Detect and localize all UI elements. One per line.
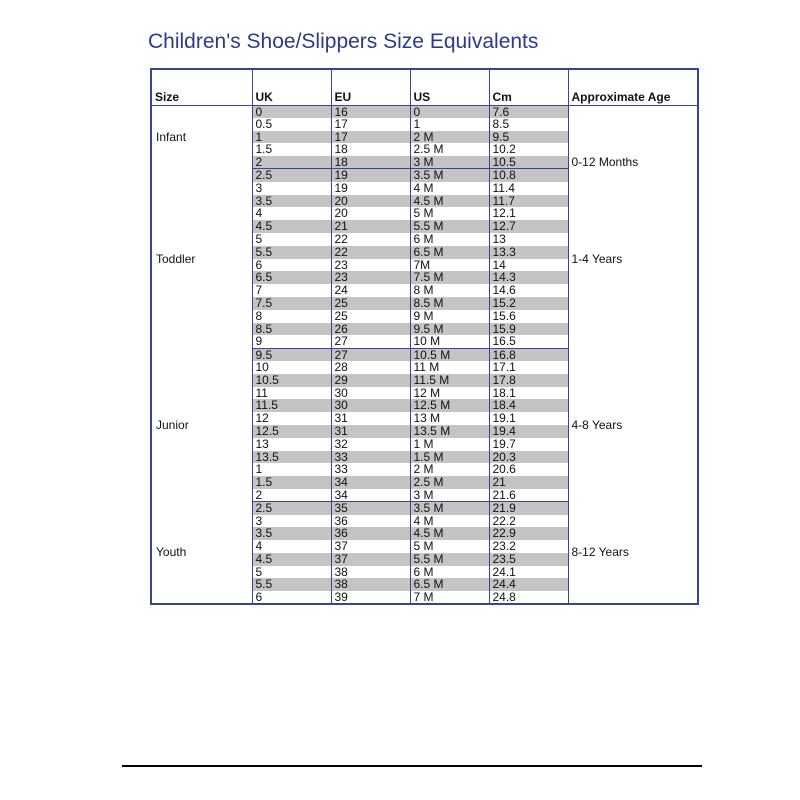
eu-cell: 31 (331, 412, 410, 425)
us-cell: 6 M (410, 566, 489, 579)
table-row (151, 348, 698, 361)
uk-cell: 10.5 (252, 374, 331, 387)
cm-cell: 15.2 (489, 297, 568, 310)
header-size: Size (151, 69, 252, 105)
uk-cell: 1.5 (252, 143, 331, 156)
cm-cell: 20.6 (489, 463, 568, 476)
eu-cell: 31 (331, 425, 410, 438)
header-uk: UK (252, 69, 331, 105)
uk-cell: 6.5 (252, 271, 331, 284)
eu-cell: 33 (331, 451, 410, 464)
uk-cell: 9 (252, 335, 331, 348)
eu-cell: 20 (331, 195, 410, 208)
header-eu: EU (331, 69, 410, 105)
eu-cell: 23 (331, 271, 410, 284)
uk-cell: 8 (252, 310, 331, 323)
eu-cell: 30 (331, 387, 410, 400)
header-cm: Cm (489, 69, 568, 105)
cm-cell: 20.3 (489, 451, 568, 464)
uk-cell: 6 (252, 259, 331, 272)
uk-cell: 3.5 (252, 195, 331, 208)
eu-cell: 23 (331, 259, 410, 272)
page-title: Children's Shoe/Slippers Size Equivalents (148, 30, 539, 53)
cm-cell: 7.6 (489, 105, 568, 118)
us-cell: 2.5 M (410, 143, 489, 156)
uk-cell: 5.5 (252, 246, 331, 259)
uk-cell: 3 (252, 515, 331, 528)
cm-cell: 21.9 (489, 502, 568, 515)
us-cell: 2.5 M (410, 476, 489, 489)
uk-cell: 4.5 (252, 220, 331, 233)
cm-cell: 9.5 (489, 131, 568, 144)
uk-cell: 4.5 (252, 553, 331, 566)
size-group-label: Junior (151, 348, 252, 502)
cm-cell: 16.5 (489, 335, 568, 348)
uk-cell: 12 (252, 412, 331, 425)
us-cell: 7 M (410, 591, 489, 604)
eu-cell: 16 (331, 105, 410, 118)
header-us: US (410, 69, 489, 105)
eu-cell: 25 (331, 310, 410, 323)
uk-cell: 1 (252, 463, 331, 476)
us-cell: 7M (410, 259, 489, 272)
eu-cell: 28 (331, 361, 410, 374)
cm-cell: 18.4 (489, 399, 568, 412)
uk-cell: 1 (252, 131, 331, 144)
us-cell: 10 M (410, 335, 489, 348)
uk-cell: 3 (252, 182, 331, 195)
us-cell: 1 M (410, 438, 489, 451)
us-cell: 6 M (410, 233, 489, 246)
cm-cell: 23.2 (489, 540, 568, 553)
eu-cell: 33 (331, 463, 410, 476)
eu-cell: 39 (331, 591, 410, 604)
uk-cell: 4 (252, 207, 331, 220)
cm-cell: 10.5 (489, 156, 568, 169)
us-cell: 9.5 M (410, 323, 489, 336)
uk-cell: 2 (252, 489, 331, 502)
size-table-body (151, 69, 698, 604)
us-cell: 13 M (410, 412, 489, 425)
cm-cell: 13.3 (489, 246, 568, 259)
approximate-age-cell: 4-8 Years (568, 348, 698, 502)
us-cell: 10.5 M (410, 348, 489, 361)
bottom-rule (122, 765, 702, 767)
us-cell: 13.5 M (410, 425, 489, 438)
us-cell: 8.5 M (410, 297, 489, 310)
cm-cell: 21.6 (489, 489, 568, 502)
us-cell: 8 M (410, 284, 489, 297)
eu-cell: 27 (331, 335, 410, 348)
cm-cell: 24.1 (489, 566, 568, 579)
cm-cell: 15.9 (489, 323, 568, 336)
eu-cell: 22 (331, 233, 410, 246)
eu-cell: 36 (331, 515, 410, 528)
cm-cell: 14.3 (489, 271, 568, 284)
cm-cell: 14.6 (489, 284, 568, 297)
us-cell: 1 (410, 118, 489, 131)
eu-cell: 25 (331, 297, 410, 310)
uk-cell: 7.5 (252, 297, 331, 310)
uk-cell: 8.5 (252, 323, 331, 336)
size-group-label: Infant (151, 105, 252, 169)
cm-cell: 19.7 (489, 438, 568, 451)
uk-cell: 11 (252, 387, 331, 400)
uk-cell: 2.5 (252, 502, 331, 515)
us-cell: 2 M (410, 463, 489, 476)
us-cell: 3.5 M (410, 169, 489, 182)
us-cell: 5 M (410, 540, 489, 553)
us-cell: 3 M (410, 156, 489, 169)
eu-cell: 37 (331, 540, 410, 553)
us-cell: 5.5 M (410, 553, 489, 566)
us-cell: 4.5 M (410, 195, 489, 208)
eu-cell: 18 (331, 156, 410, 169)
uk-cell: 12.5 (252, 425, 331, 438)
cm-cell: 23.5 (489, 553, 568, 566)
us-cell: 5 M (410, 207, 489, 220)
eu-cell: 37 (331, 553, 410, 566)
us-cell: 12.5 M (410, 399, 489, 412)
us-cell: 3 M (410, 489, 489, 502)
table-row (151, 105, 698, 118)
uk-cell: 1.5 (252, 476, 331, 489)
cm-cell: 21 (489, 476, 568, 489)
uk-cell: 6 (252, 591, 331, 604)
uk-cell: 7 (252, 284, 331, 297)
uk-cell: 5 (252, 233, 331, 246)
eu-cell: 17 (331, 118, 410, 131)
us-cell: 7.5 M (410, 271, 489, 284)
eu-cell: 30 (331, 399, 410, 412)
eu-cell: 26 (331, 323, 410, 336)
cm-cell: 15.6 (489, 310, 568, 323)
eu-cell: 34 (331, 476, 410, 489)
cm-cell: 13 (489, 233, 568, 246)
eu-cell: 38 (331, 566, 410, 579)
uk-cell: 13 (252, 438, 331, 451)
us-cell: 4 M (410, 182, 489, 195)
us-cell: 1.5 M (410, 451, 489, 464)
uk-cell: 9.5 (252, 348, 331, 361)
uk-cell: 0.5 (252, 118, 331, 131)
us-cell: 0 (410, 105, 489, 118)
us-cell: 11 M (410, 361, 489, 374)
eu-cell: 21 (331, 220, 410, 233)
us-cell: 6.5 M (410, 578, 489, 591)
table-row (151, 169, 698, 182)
us-cell: 9 M (410, 310, 489, 323)
cm-cell: 11.4 (489, 182, 568, 195)
size-group-label: Youth (151, 502, 252, 605)
us-cell: 4 M (410, 515, 489, 528)
uk-cell: 5.5 (252, 578, 331, 591)
cm-cell: 17.8 (489, 374, 568, 387)
us-cell: 12 M (410, 387, 489, 400)
us-cell: 4.5 M (410, 527, 489, 540)
uk-cell: 11.5 (252, 399, 331, 412)
approximate-age-cell: 0-12 Months (568, 105, 698, 169)
cm-cell: 22.9 (489, 527, 568, 540)
eu-cell: 22 (331, 246, 410, 259)
eu-cell: 38 (331, 578, 410, 591)
us-cell: 5.5 M (410, 220, 489, 233)
us-cell: 11.5 M (410, 374, 489, 387)
eu-cell: 32 (331, 438, 410, 451)
eu-cell: 36 (331, 527, 410, 540)
approximate-age-cell: 8-12 Years (568, 502, 698, 605)
cm-cell: 14 (489, 259, 568, 272)
cm-cell: 17.1 (489, 361, 568, 374)
cm-cell: 11.7 (489, 195, 568, 208)
us-cell: 6.5 M (410, 246, 489, 259)
uk-cell: 2 (252, 156, 331, 169)
eu-cell: 27 (331, 348, 410, 361)
cm-cell: 10.2 (489, 143, 568, 156)
cm-cell: 24.8 (489, 591, 568, 604)
eu-cell: 24 (331, 284, 410, 297)
cm-cell: 19.4 (489, 425, 568, 438)
eu-cell: 20 (331, 207, 410, 220)
uk-cell: 0 (252, 105, 331, 118)
eu-cell: 34 (331, 489, 410, 502)
uk-cell: 2.5 (252, 169, 331, 182)
cm-cell: 10.8 (489, 169, 568, 182)
uk-cell: 3.5 (252, 527, 331, 540)
uk-cell: 13.5 (252, 451, 331, 464)
eu-cell: 35 (331, 502, 410, 515)
cm-cell: 12.1 (489, 207, 568, 220)
eu-cell: 29 (331, 374, 410, 387)
us-cell: 3.5 M (410, 502, 489, 515)
cm-cell: 22.2 (489, 515, 568, 528)
cm-cell: 16.8 (489, 348, 568, 361)
size-table (150, 68, 699, 605)
table-row (151, 502, 698, 515)
uk-cell: 4 (252, 540, 331, 553)
approximate-age-cell: 1-4 Years (568, 169, 698, 348)
cm-cell: 19.1 (489, 412, 568, 425)
header-approximate-age: Approximate Age (568, 69, 698, 105)
cm-cell: 12.7 (489, 220, 568, 233)
cm-cell: 24.4 (489, 578, 568, 591)
eu-cell: 19 (331, 169, 410, 182)
cm-cell: 18.1 (489, 387, 568, 400)
eu-cell: 18 (331, 143, 410, 156)
table-header-row (151, 69, 698, 105)
cm-cell: 8.5 (489, 118, 568, 131)
eu-cell: 19 (331, 182, 410, 195)
uk-cell: 10 (252, 361, 331, 374)
eu-cell: 17 (331, 131, 410, 144)
size-group-label: Toddler (151, 169, 252, 348)
us-cell: 2 M (410, 131, 489, 144)
uk-cell: 5 (252, 566, 331, 579)
